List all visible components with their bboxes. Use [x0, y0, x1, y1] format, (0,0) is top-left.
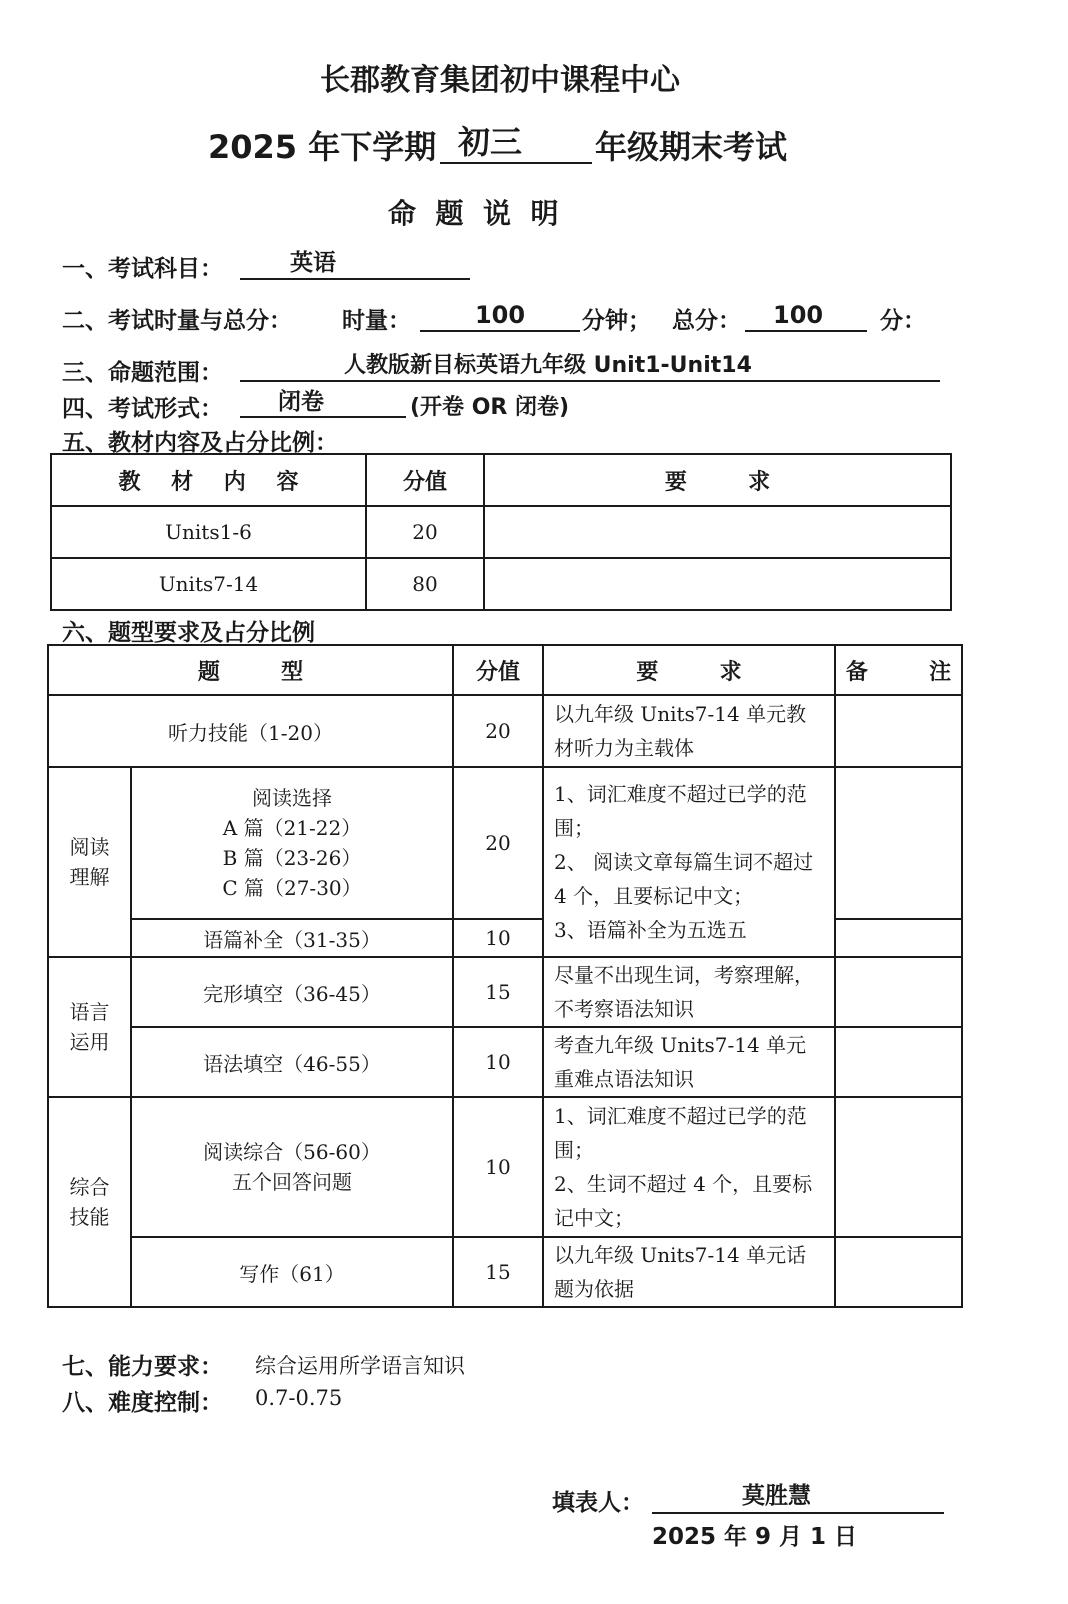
remarks-cell	[835, 957, 962, 1027]
table-row	[51, 506, 951, 558]
writing-cell: 写作（61）	[131, 1237, 453, 1307]
subject-label: 一、考试科目：	[62, 256, 223, 282]
grammar-fill-requirement: 考查九年级 Units7-14 单元重难点语法知识	[543, 1027, 835, 1097]
content-cell: Units1-6	[51, 506, 366, 558]
remarks-cell	[835, 1027, 962, 1097]
requirement-header: 要 求	[484, 454, 951, 506]
content-cell: Units7-14	[51, 558, 366, 610]
table-row	[51, 558, 951, 610]
requirement-cell	[484, 558, 951, 610]
listening-score: 20	[453, 695, 543, 767]
remarks-header: 备 注	[835, 645, 962, 695]
listening-requirement: 以九年级 Units7-14 单元教材听力为主载体	[543, 695, 835, 767]
comprehensive-group-cell: 综合 技能	[48, 1097, 131, 1307]
cloze-score: 15	[453, 957, 543, 1027]
content-table	[50, 453, 952, 611]
table-row	[48, 957, 962, 1027]
duration-unit: 分钟；	[582, 308, 651, 334]
form-hint: (开卷 OR 闭卷)	[410, 395, 570, 420]
remarks-cell	[835, 695, 962, 767]
grammar-fill-score: 10	[453, 1027, 543, 1097]
grade-value: 初三	[440, 122, 592, 164]
type-score-header: 分值	[453, 645, 543, 695]
org-title: 长郡教育集团初中课程中心	[320, 63, 680, 98]
listening-cell: 听力技能（1-20）	[48, 695, 453, 767]
remarks-cell	[835, 919, 962, 957]
grammar-fill-cell: 语法填空（46-55）	[131, 1027, 453, 1097]
total-value: 100	[745, 300, 867, 332]
reading-comprehensive-cell: 阅读综合（56-60） 五个回答问题	[131, 1097, 453, 1237]
reading-choice-score: 20	[453, 767, 543, 919]
fill-date: 2025 年 9 月 1 日	[652, 1524, 858, 1550]
score-cell: 20	[366, 506, 484, 558]
reading-comprehensive-requirement: 1、词汇难度不超过已学的范围； 2、生词不超过 4 个，且要标记中文；	[543, 1097, 835, 1237]
form-value: 闭卷	[240, 388, 406, 418]
language-group-cell: 语言 运用	[48, 957, 131, 1097]
total-label: 总分：	[672, 308, 741, 334]
time-label: 二、考试时量与总分：	[62, 308, 292, 334]
content-section-label: 五、教材内容及占分比例：	[62, 430, 338, 456]
table-row	[48, 767, 962, 919]
remarks-cell	[835, 1097, 962, 1237]
reading-comprehensive-score: 10	[453, 1097, 543, 1237]
table-row	[48, 1097, 962, 1237]
doc-title: 命 题 说 明	[388, 197, 559, 230]
table-row	[48, 695, 962, 767]
type-requirement-header: 要 求	[543, 645, 835, 695]
reading-choice-cell: 阅读选择 A 篇（21-22） B 篇（23-26） C 篇（27-30）	[131, 767, 453, 919]
score-cell: 80	[366, 558, 484, 610]
question-types-table	[47, 644, 963, 1308]
writing-requirement: 以九年级 Units7-14 单元话题为依据	[543, 1237, 835, 1307]
requirement-cell	[484, 506, 951, 558]
writing-score: 15	[453, 1237, 543, 1307]
reading-group-cell: 阅读 理解	[48, 767, 131, 957]
ability-label: 七、能力要求：	[62, 1354, 223, 1380]
content-header: 教 材 内 容	[51, 454, 366, 506]
subject-value: 英语	[240, 248, 470, 280]
difficulty-label: 八、难度控制：	[62, 1390, 223, 1416]
form-label: 四、考试形式：	[62, 396, 223, 422]
remarks-cell	[835, 767, 962, 919]
table-row	[48, 1237, 962, 1307]
term-suffix: 年级期末考试	[595, 128, 788, 166]
table-row	[48, 1027, 962, 1097]
difficulty-value: 0.7-0.75	[255, 1386, 343, 1410]
scope-value: 人教版新目标英语九年级 Unit1-Unit14	[240, 352, 940, 382]
type-header: 题 型	[48, 645, 453, 695]
ability-value: 综合运用所学语言知识	[255, 1354, 465, 1378]
cloze-requirement: 尽量不出现生词，考察理解，不考察语法知识	[543, 957, 835, 1027]
scope-label: 三、命题范围：	[62, 360, 223, 386]
passage-completion-score: 10	[453, 919, 543, 957]
cloze-cell: 完形填空（36-45）	[131, 957, 453, 1027]
types-section-label: 六、题型要求及占分比例	[62, 620, 315, 646]
remarks-cell	[835, 1237, 962, 1307]
duration-label: 时量：	[342, 308, 411, 334]
total-unit: 分：	[880, 308, 926, 334]
passage-completion-cell: 语篇补全（31-35）	[131, 919, 453, 957]
filler-name: 莫胜慧	[652, 1480, 944, 1514]
term-prefix: 2025 年下学期	[208, 128, 437, 166]
reading-requirement: 1、词汇难度不超过已学的范围； 2、 阅读文章每篇生词不超过 4 个，且要标记中文； 3、语篇补全为五选五	[543, 767, 835, 957]
duration-value: 100	[420, 300, 580, 332]
filler-label: 填表人：	[552, 1490, 644, 1516]
score-header: 分值	[366, 454, 484, 506]
